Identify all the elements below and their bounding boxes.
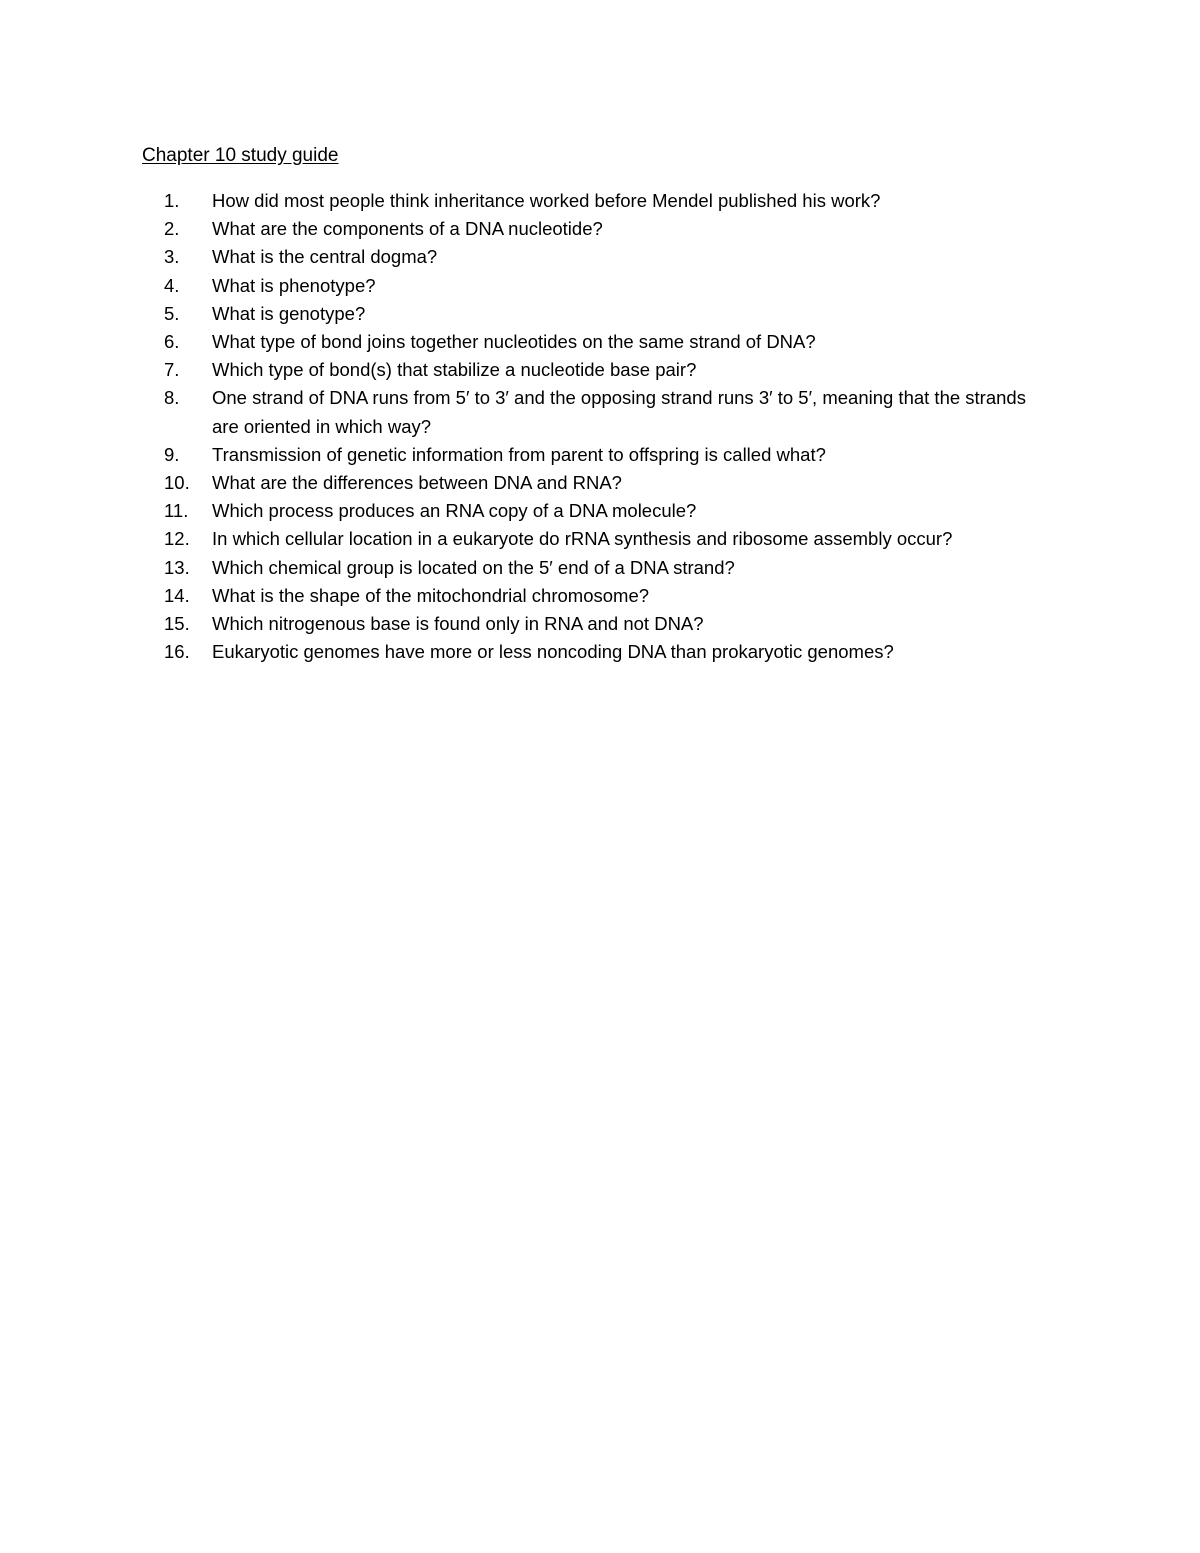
question-number: 4.	[164, 274, 180, 296]
question-text: How did most people think inheritance worked before Mendel published his work?	[212, 190, 881, 211]
question-number: 12.	[164, 528, 190, 550]
question-text: What are the components of a DNA nucleotide?	[212, 218, 603, 240]
question-item	[142, 215, 1042, 243]
question-number: 8.	[164, 387, 180, 409]
question-item	[142, 497, 1042, 525]
question-item	[142, 187, 1042, 215]
question-text: In which cellular location in a eukaryote do rRNA synthesis and ribosome assembly occur?	[212, 528, 953, 550]
question-item	[142, 300, 1042, 328]
question-number: 2.	[164, 218, 180, 240]
question-item	[142, 243, 1042, 271]
question-text: Transmission of genetic information from parent to offspring is called what?	[212, 443, 826, 465]
question-number: 3.	[164, 246, 180, 268]
question-text: Which process produces an RNA copy of a DNA molecule?	[212, 500, 697, 522]
page-title: Chapter 10 study guide	[142, 145, 339, 166]
question-item	[142, 582, 1042, 610]
question-number: 16.	[164, 641, 190, 663]
question-number: 10.	[164, 472, 190, 494]
question-number: 7.	[164, 359, 180, 381]
question-item	[142, 272, 1042, 300]
question-text: Which nitrogenous base is found only in RNA and not DNA?	[212, 613, 704, 635]
question-text: What are the differences between DNA and RNA?	[212, 472, 622, 494]
question-number: 6.	[164, 331, 180, 353]
question-item	[142, 328, 1042, 356]
question-number: 5.	[164, 302, 180, 324]
question-number: 15.	[164, 613, 190, 635]
question-text: What is the shape of the mitochondrial chromosome?	[212, 584, 650, 606]
question-number: 9.	[164, 443, 180, 465]
question-text: What type of bond joins together nucleotides on the same strand of DNA?	[212, 331, 816, 353]
question-text: Which type of bond(s) that stabilize a nucleotide base pair?	[212, 359, 697, 381]
question-item	[142, 441, 1042, 469]
question-number: 1.	[164, 190, 180, 211]
question-item	[142, 384, 1042, 440]
question-number: 11.	[164, 500, 189, 522]
question-item	[142, 638, 1042, 666]
question-text: One strand of DNA runs from 5′ to 3′ and the opposing strand runs 3′ to 5′, meaning that the strands are oriented in which way?	[212, 387, 1026, 437]
question-text: What is the central dogma?	[212, 246, 438, 268]
question-number: 14.	[164, 584, 190, 606]
question-text: Which chemical group is located on the 5′ end of a DNA strand?	[212, 556, 735, 578]
question-item	[142, 610, 1042, 638]
question-text: What is genotype?	[212, 302, 366, 324]
question-text: Eukaryotic genomes have more or less noncoding DNA than prokaryotic genomes?	[212, 641, 894, 663]
question-item	[142, 469, 1042, 497]
question-number: 13.	[164, 556, 190, 578]
question-item	[142, 554, 1042, 582]
question-text: What is phenotype?	[212, 274, 376, 296]
question-list	[142, 187, 1042, 666]
question-item	[142, 356, 1042, 384]
question-item	[142, 525, 1042, 553]
